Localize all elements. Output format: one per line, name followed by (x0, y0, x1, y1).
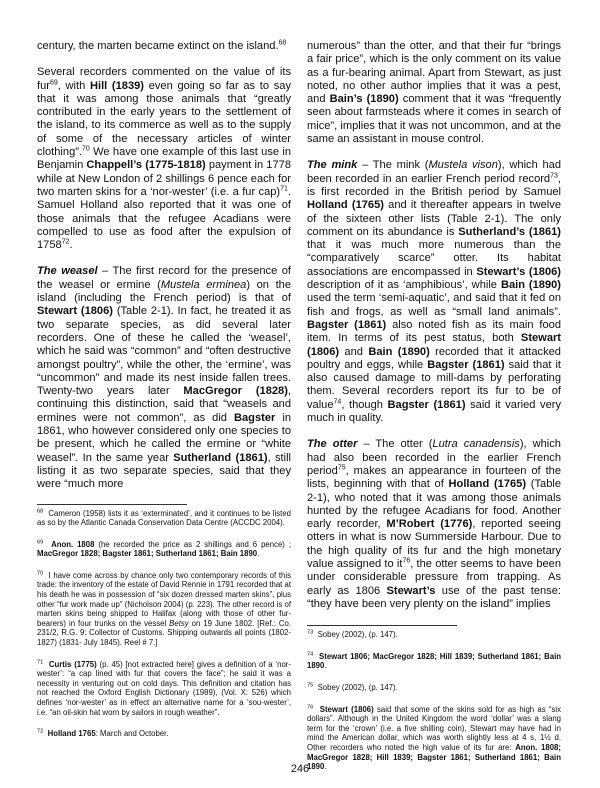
footnote-68: $^{68}$ Cameron (1958) lists it as ‘exterminated’, and it continues to be listed as so by the Atlantic Canada Conservation Data Centre (ACCDC 2004). (37, 507, 292, 528)
footnote-ref-70[interactable]: 70 (82, 145, 90, 153)
footnote-ref-74[interactable]: 74 (333, 398, 342, 406)
left-column (37, 40, 291, 739)
footnote-73: $^{73}$ Sobey (2002), (p. 147). (307, 629, 398, 640)
section-weasel: The weasel – The first record for the presence of the weasel or ermine (Mustela erminea) on the island (including the French period) is that of Stewart (1806) (Table 2-1). In fact, he treated it as two separate species, as did several later recorders. One of these he called the ‘weasel’, which he said was “common” and “often destructive amongst poultry”, while the other, the ‘ermine’, was “uncommon” and made its nest inside fallen trees. Twenty-two years later MacGregor (1828), continuing this distinction, said that “weasels and ermines were not common”, as did Bagster in 1861, who however considered only one species to be present, which he called the ermine or “white weasel”. In the same year Sutherland (1861), still listing it as two separate species, said that they were “much more (37, 265, 292, 491)
footnote-divider (37, 504, 187, 505)
footnote-ref-75[interactable]: 75 (337, 464, 346, 472)
footnote-74: $^{74}$ Stewart 1806; MacGregor 1828; Hill 1839; Sutherland 1861; Bain 1890. (307, 651, 561, 671)
paragraph-marten-fur: Several recorders commented on the value of its fur$^{69}$, with Hill (1839) even going so far as to say that it was among those animals that “greatly contributed in the early years to the settlement of the island, to its commerce as well as to the supply of some of the necessary articles of winter clothing”.$^{70}$ We have one example of this last use in Benjamin Chappell’s (1775-1818) payment in 1778 while at New London of 2 shillings 6 pence each for two marten skins for a ‘nor-wester’ (i.e. a fur cap)$^{71}$. Samuel Holland also reported that it was one of those animals that the refugee Acadians were compelled to use as food after the expulsion of 1758$^{72}$. (37, 66, 291, 252)
footnote-71: $^{71}$ Curtis (1775) (p. 45) [not extracted here] gives a definition of a ‘nor-wester’: “a cap lined with fur that covers the face”; he said it was a necessity in venturing out on cold days. This definition and citation has not reached the Oxford English Dictionary (1989), (Vol. X: 526) which defines ‘nor-wester’ as in effect an alternative name for a ‘sou-wester’, i.e. “an oil-skin hat worn by sailors in rough weather”. (37, 659, 291, 717)
page-number: 246 (290, 763, 310, 775)
footnote-ref-76[interactable]: 76 (402, 557, 411, 565)
footnotes-right (307, 630, 561, 772)
footnotes-left (37, 509, 291, 739)
footnote-ref-73[interactable]: 73 (550, 171, 558, 179)
footnote-ref-71[interactable]: 71 (280, 185, 288, 193)
footnote-ref-72[interactable]: 72 (61, 238, 70, 246)
section-heading-mink: The mink (307, 159, 358, 172)
footnote-76: $^{76}$ Stewart (1806) said that some of the skins sold for as high as “six dollars”. Although in the United Kingdom the word ‘dollar’ was a slang term for the ‘crown’ (i.e. a five shilling coin), Stewart may have had in mind the American dollar, which was worth slightly less at 4 s, 1½ d. Other recorders who noted the high value of its fur are: Anon. 1808; MacGregor 1828; Hill 1839; Bagster 1861; Sutherland 1861; Bain 1890. (307, 703, 561, 772)
section-heading-weasel: The weasel (37, 265, 98, 278)
footnote-69: $^{69}$ Anon. 1808 (he recorded the price as 2 shillings and 6 pence) ; MacGregor 1828; Bagster 1861; Sutherland 1861; Bain 1890. (37, 539, 291, 559)
footnote-75: $^{75}$ Sobey (2002), (p. 147). (307, 682, 398, 692)
section-otter: The otter – The otter (Lutra canadensis), which had also been recorded in the earlier French period$^{75}$, makes an appearance in fourteen of the lists, beginning with that of Holland (1765) (Table 2-1), who noted that it was among those animals hunted by the refugee Acadians for food. Another early recorder, M’Robert (1776), reported seeing otters in what is now Summerside Harbour. Due to the high quality of its fur and the high monetary value assigned to $it^{76}$, the otter seems to have been under considerable pressure from trapping. As early as 1806 Stewart’s use of the past tense: “they have been very plenty on the island” implies (307, 438, 562, 610)
footnote-ref-69[interactable]: 69 (49, 78, 58, 86)
footnote-72: $^{72}$ Holland 1765: March and October. (37, 728, 169, 739)
footnote-ref-68[interactable]: 68 (278, 39, 287, 47)
section-mink: The mink – The mink (Mustela vison), which had been recorded in an earlier French period record$^{73}$, is first recorded in the British period by Samuel Holland (1765) and it thereafter appears in twelve of the sixteen other lists (Table 2-1). The only comment on its abundance is Sutherland’s (1861) that it was much more numerous than the “comparatively scarce” otter. Its habitat associations are encompassed in Stewart’s (1806) description of it as ‘amphibious’, while Bain (1890) used the term ‘semi-aquatic’, and said that it fed on fish and frogs, as well as “small land animals”. Bagster (1861) also noted fish as its main food item. In terms of its pest status, both Stewart (1806) and Bain (1890) recorded that it attacked poultry and eggs, while Bagster (1861) said that it also caused damage to mill-dams by perforating them. Several recorders report its fur to be of value$^{74}$, though Bagster (1861) said it varied very much in quality. (307, 159, 562, 425)
right-column (307, 40, 561, 772)
paragraph-marten-extinct: century, the marten became extinct on the island.$^{68}$ (37, 39, 287, 52)
footnote-divider (307, 625, 457, 626)
footnote-70: $^{70}$ I have come across by chance only two contemporary records of this trade: the inventory of the estate of David Rennie in 1791 recorded that at his death he was in possession of “six dozen dressed marten skins”, plus other “fur work made up” (Nicholson 2004) (p. 223). The other record is of marten skins being shipped to Halifax (along with those of other fur-bearers) in four trunks on the vessel Betsy on 19 June 1802. [Ref.: Co. 231/2, R.G. 9: Collector of Customs. Shipping outwards all points (1802-1827) (1831- July 1845). Reel # 7.] (37, 570, 291, 648)
section-heading-otter: The otter (307, 438, 358, 451)
paragraph-weasel-continued: numerous” than the otter, and that their fur “brings a fair price”, which is the only comment on its value as a fur-bearing animal. Apart from Stewart, as just noted, no other author implies that it was a pest, and Bain’s (1890) comment that it was “frequently seen about farmsteads where it comes in search of mice”, implies that it was not uncommon, and at the same an assistant in mouse control. (307, 40, 562, 146)
